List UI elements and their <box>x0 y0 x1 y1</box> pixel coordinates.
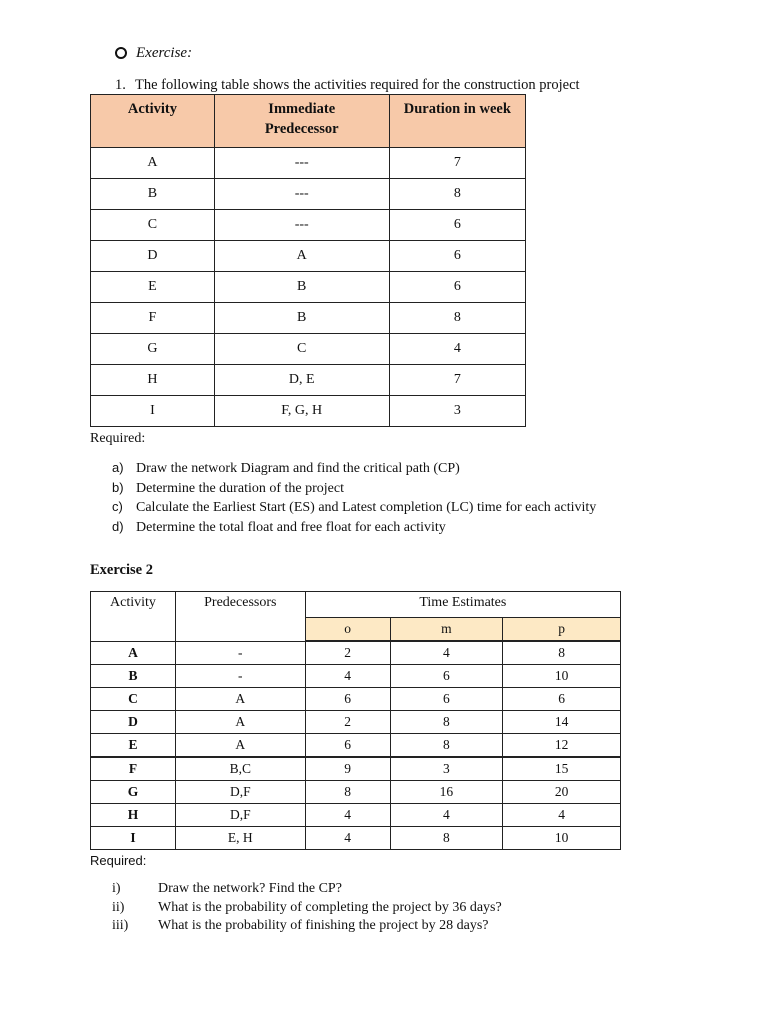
cell-duration: 4 <box>389 334 525 365</box>
cell-predecessor: --- <box>214 210 389 241</box>
table-row <box>91 365 526 396</box>
cell-o: 4 <box>305 665 390 688</box>
cell-duration: 7 <box>389 365 525 396</box>
cell-activity: I <box>91 396 215 427</box>
cell-duration: 3 <box>389 396 525 427</box>
cell-activity: F <box>91 757 176 781</box>
list-item-label: a) <box>112 460 124 475</box>
list-item-text: What is the probability of finishing the project by 28 days? <box>158 918 489 933</box>
cell-p: 10 <box>503 665 621 688</box>
table-row <box>91 804 621 827</box>
cell-p: 12 <box>503 734 621 758</box>
cell-m: 8 <box>390 827 503 850</box>
cell-o: 6 <box>305 688 390 711</box>
cell-activity: H <box>91 365 215 396</box>
cell-predecessors: - <box>175 641 305 665</box>
cell-o: 4 <box>305 804 390 827</box>
header-predecessors: Predecessors <box>175 592 305 642</box>
cell-activity: A <box>91 641 176 665</box>
subheader-o: o <box>305 618 390 642</box>
table-header-row <box>91 95 526 148</box>
cell-activity: C <box>91 210 215 241</box>
cell-predecessors: D,F <box>175 781 305 804</box>
cell-activity: G <box>91 334 215 365</box>
cell-o: 6 <box>305 734 390 758</box>
cell-predecessor: --- <box>214 179 389 210</box>
cell-predecessors: B,C <box>175 757 305 781</box>
list-item-label: i) <box>112 881 121 896</box>
cell-activity: B <box>91 179 215 210</box>
cell-m: 6 <box>390 665 503 688</box>
cell-activity: G <box>91 781 176 804</box>
list-item-text: Calculate the Earliest Start (ES) and Latest completion (LC) time for each activity <box>136 500 597 515</box>
cell-o: 4 <box>305 827 390 850</box>
cell-p: 20 <box>503 781 621 804</box>
question-1 <box>115 77 580 94</box>
cell-predecessor: F, G, H <box>214 396 389 427</box>
list-item <box>112 498 596 518</box>
cell-predecessors: E, H <box>175 827 305 850</box>
table-row <box>91 179 526 210</box>
table-row <box>91 148 526 179</box>
table-row <box>91 827 621 850</box>
cell-activity: I <box>91 827 176 850</box>
header-immediate-predecessor: Immediate Predecessor <box>214 95 389 148</box>
cell-activity: E <box>91 272 215 303</box>
cell-p: 6 <box>503 688 621 711</box>
list-item <box>112 917 502 936</box>
list-item-text: Determine the total float and free float for each activity <box>136 519 446 535</box>
cell-predecessor: D, E <box>214 365 389 396</box>
cell-predecessors: A <box>175 688 305 711</box>
table-row <box>91 665 621 688</box>
time-estimates-table <box>90 591 621 850</box>
cell-duration: 6 <box>389 241 525 272</box>
list-item-text: Draw the network Diagram and find the critical path (CP) <box>136 461 460 476</box>
table-row <box>91 334 526 365</box>
cell-activity: C <box>91 688 176 711</box>
table-row <box>91 781 621 804</box>
cell-m: 4 <box>390 804 503 827</box>
cell-p: 15 <box>503 757 621 781</box>
required-label: Required: <box>90 431 146 446</box>
cell-activity: D <box>91 241 215 272</box>
cell-duration: 6 <box>389 272 525 303</box>
cell-p: 8 <box>503 641 621 665</box>
table-row <box>91 210 526 241</box>
cell-p: 10 <box>503 827 621 850</box>
cell-duration: 6 <box>389 210 525 241</box>
list-item <box>112 899 502 918</box>
cell-duration: 8 <box>389 303 525 334</box>
list-item <box>112 880 502 899</box>
bullet-circle-icon <box>115 47 127 59</box>
list-item <box>112 459 596 479</box>
table-row <box>91 757 621 781</box>
header-time-estimates: Time Estimates <box>305 592 620 618</box>
list-item <box>112 479 596 499</box>
cell-p: 14 <box>503 711 621 734</box>
required-label-2: Required: <box>90 853 147 868</box>
header-activity: Activity <box>91 95 215 148</box>
list-item-label: d) <box>112 518 124 534</box>
list-item-label: ii) <box>112 899 125 915</box>
header-activity: Activity <box>91 592 176 642</box>
list-item-label: iii) <box>112 918 129 933</box>
cell-predecessors: D,F <box>175 804 305 827</box>
cell-o: 2 <box>305 641 390 665</box>
list-item-label: b) <box>112 479 124 495</box>
required-list-2 <box>112 880 502 936</box>
cell-activity: B <box>91 665 176 688</box>
cell-activity: E <box>91 734 176 758</box>
cell-predecessors: A <box>175 734 305 758</box>
table-row <box>91 711 621 734</box>
cell-activity: A <box>91 148 215 179</box>
exercise-heading: Exercise: <box>136 45 193 61</box>
question-number: 1. <box>115 77 126 93</box>
exercise-2-heading: Exercise 2 <box>90 562 153 578</box>
cell-p: 4 <box>503 804 621 827</box>
cell-predecessor: B <box>214 303 389 334</box>
table-row <box>91 734 621 758</box>
cell-predecessor: C <box>214 334 389 365</box>
cell-m: 3 <box>390 757 503 781</box>
cell-duration: 8 <box>389 179 525 210</box>
list-item-label: c) <box>112 499 123 514</box>
cell-activity: H <box>91 804 176 827</box>
cell-m: 6 <box>390 688 503 711</box>
table-row <box>91 272 526 303</box>
cell-o: 2 <box>305 711 390 734</box>
cell-m: 4 <box>390 641 503 665</box>
activity-table-1 <box>90 94 526 427</box>
list-item-text: What is the probability of completing the project by 36 days? <box>158 899 502 915</box>
table-header-row <box>91 592 621 618</box>
list-item <box>112 518 596 538</box>
subheader-m: m <box>390 618 503 642</box>
table-row <box>91 241 526 272</box>
table-row <box>91 396 526 427</box>
cell-o: 9 <box>305 757 390 781</box>
cell-predecessor: A <box>214 241 389 272</box>
cell-m: 8 <box>390 711 503 734</box>
header-duration: Duration in week <box>389 95 525 148</box>
cell-predecessor: --- <box>214 148 389 179</box>
cell-o: 8 <box>305 781 390 804</box>
cell-activity: F <box>91 303 215 334</box>
cell-activity: D <box>91 711 176 734</box>
cell-m: 8 <box>390 734 503 758</box>
table-row <box>91 688 621 711</box>
cell-predecessors: A <box>175 711 305 734</box>
subheader-p: p <box>503 618 621 642</box>
list-item-text: Draw the network? Find the CP? <box>158 881 342 896</box>
cell-predecessors: - <box>175 665 305 688</box>
required-list-1 <box>112 459 596 537</box>
list-item-text: Determine the duration of the project <box>136 480 344 496</box>
table-row <box>91 641 621 665</box>
question-text: The following table shows the activities required for the construction project <box>135 77 580 93</box>
cell-m: 16 <box>390 781 503 804</box>
cell-duration: 7 <box>389 148 525 179</box>
cell-predecessor: B <box>214 272 389 303</box>
table-row <box>91 303 526 334</box>
